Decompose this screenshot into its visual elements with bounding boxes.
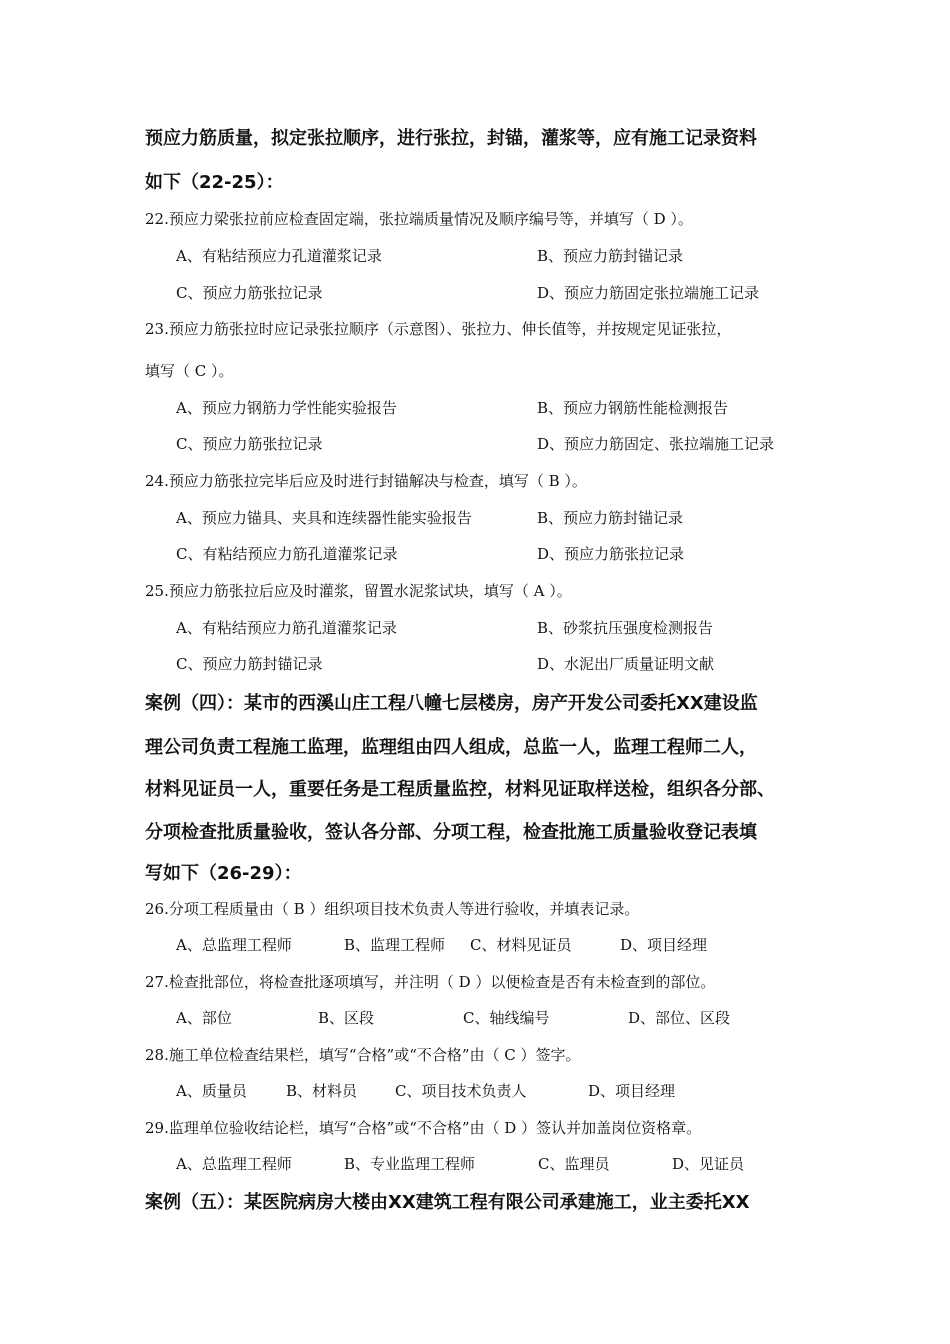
question-24-stem: 24.预应力筋张拉完毕后应及时进行封锚解决与检查，填写（ B ）。: [145, 472, 587, 490]
question-27-option-c: C、轴线编号: [463, 1009, 550, 1027]
question-23-stem: 23.预应力筋张拉时应记录张拉顺序（示意图）、张拉力、伸长值等，并按规定见证张拉，: [145, 320, 732, 338]
question-28-option-a: A、质量员: [176, 1082, 247, 1100]
question-29-option-a: A、总监理工程师: [176, 1155, 292, 1173]
question-27-stem: 27.检查批部位，将检查批逐项填写，并注明（ D ）以便检查是否有未检查到的部位。: [145, 973, 716, 991]
case-5-line-1: 案例（五）：某医院病房大楼由XX建筑工程有限公司承建施工，业主委托XX: [145, 1192, 750, 1213]
intro-line-1: 预应力筋质量，拟定张拉顺序，进行张拉，封锚，灌浆等，应有施工记录资料: [145, 128, 757, 149]
question-29-option-b: B、专业监理工程师: [344, 1155, 476, 1173]
case-4-line-4: 分项检查批质量验收，签认各分部、分项工程，检查批施工质量验收登记表填: [145, 822, 757, 843]
question-28-stem: 28.施工单位检查结果栏，填写“合格”或“不合格”由（ C ）签字。: [145, 1046, 581, 1064]
intro-line-2: 如下（22-25）：: [145, 172, 284, 193]
question-23-option-c: C、预应力筋张拉记录: [176, 435, 323, 453]
question-22-option-a: A、有粘结预应力孔道灌浆记录: [176, 247, 382, 265]
question-26-option-a: A、总监理工程师: [176, 936, 292, 954]
case-4-line-3: 材料见证员一人，重要任务是工程质量监控，材料见证取样送检，组织各分部、: [145, 779, 775, 800]
question-28-option-d: D、项目经理: [588, 1082, 676, 1100]
question-25-option-b: B、砂浆抗压强度检测报告: [537, 619, 714, 637]
question-27-option-a: A、部位: [176, 1009, 232, 1027]
question-22-stem: 22.预应力梁张拉前应检查固定端，张拉端质量情况及顺序编号等，并填写（ D ）。: [145, 210, 693, 228]
question-25-option-a: A、有粘结预应力筋孔道灌浆记录: [176, 619, 397, 637]
question-24-option-c: C、有粘结预应力筋孔道灌浆记录: [176, 545, 398, 563]
question-22-option-d: D、预应力筋固定张拉端施工记录: [537, 284, 760, 302]
question-24-option-b: B、预应力筋封锚记录: [537, 509, 684, 527]
question-22-option-c: C、预应力筋张拉记录: [176, 284, 323, 302]
question-24-option-d: D、预应力筋张拉记录: [537, 545, 685, 563]
question-29-stem: 29.监理单位验收结论栏，填写“合格”或“不合格”由（ D ）签认并加盖岗位资格章。: [145, 1119, 702, 1137]
question-25-option-c: C、预应力筋封锚记录: [176, 655, 323, 673]
question-24-option-a: A、预应力锚具、夹具和连续器性能实验报告: [176, 509, 472, 527]
question-26-option-b: B、监理工程师: [344, 936, 446, 954]
question-23-option-a: A、预应力钢筋力学性能实验报告: [176, 399, 397, 417]
question-27-option-d: D、部位、区段: [628, 1009, 731, 1027]
question-26-option-d: D、项目经理: [620, 936, 708, 954]
case-4-line-2: 理公司负责工程施工监理，监理组由四人组成，总监一人，监理工程师二人，: [145, 737, 757, 758]
question-23-option-d: D、预应力筋固定、张拉端施工记录: [537, 435, 775, 453]
case-4-line-1: 案例（四）：某市的西溪山庄工程八幢七层楼房，房产开发公司委托XX建设监: [145, 693, 758, 714]
question-27-option-b: B、区段: [318, 1009, 375, 1027]
question-28-option-b: B、材料员: [286, 1082, 358, 1100]
question-23-option-b: B、预应力钢筋性能检测报告: [537, 399, 729, 417]
case-4-line-5: 写如下（26-29）：: [145, 863, 302, 884]
question-26-stem: 26.分项工程质量由（ B ）组织项目技术负责人等进行验收，并填表记录。: [145, 900, 640, 918]
question-26-option-c: C、材料见证员: [470, 936, 572, 954]
question-23-stem-cont: 填写（ C ）。: [145, 362, 234, 380]
question-25-stem: 25.预应力筋张拉后应及时灌浆，留置水泥浆试块，填写（ A ）。: [145, 582, 572, 600]
question-29-option-d: D、见证员: [672, 1155, 745, 1173]
question-28-option-c: C、项目技术负责人: [395, 1082, 527, 1100]
question-22-option-b: B、预应力筋封锚记录: [537, 247, 684, 265]
question-29-option-c: C、监理员: [538, 1155, 610, 1173]
question-25-option-d: D、水泥出厂质量证明文献: [537, 655, 715, 673]
